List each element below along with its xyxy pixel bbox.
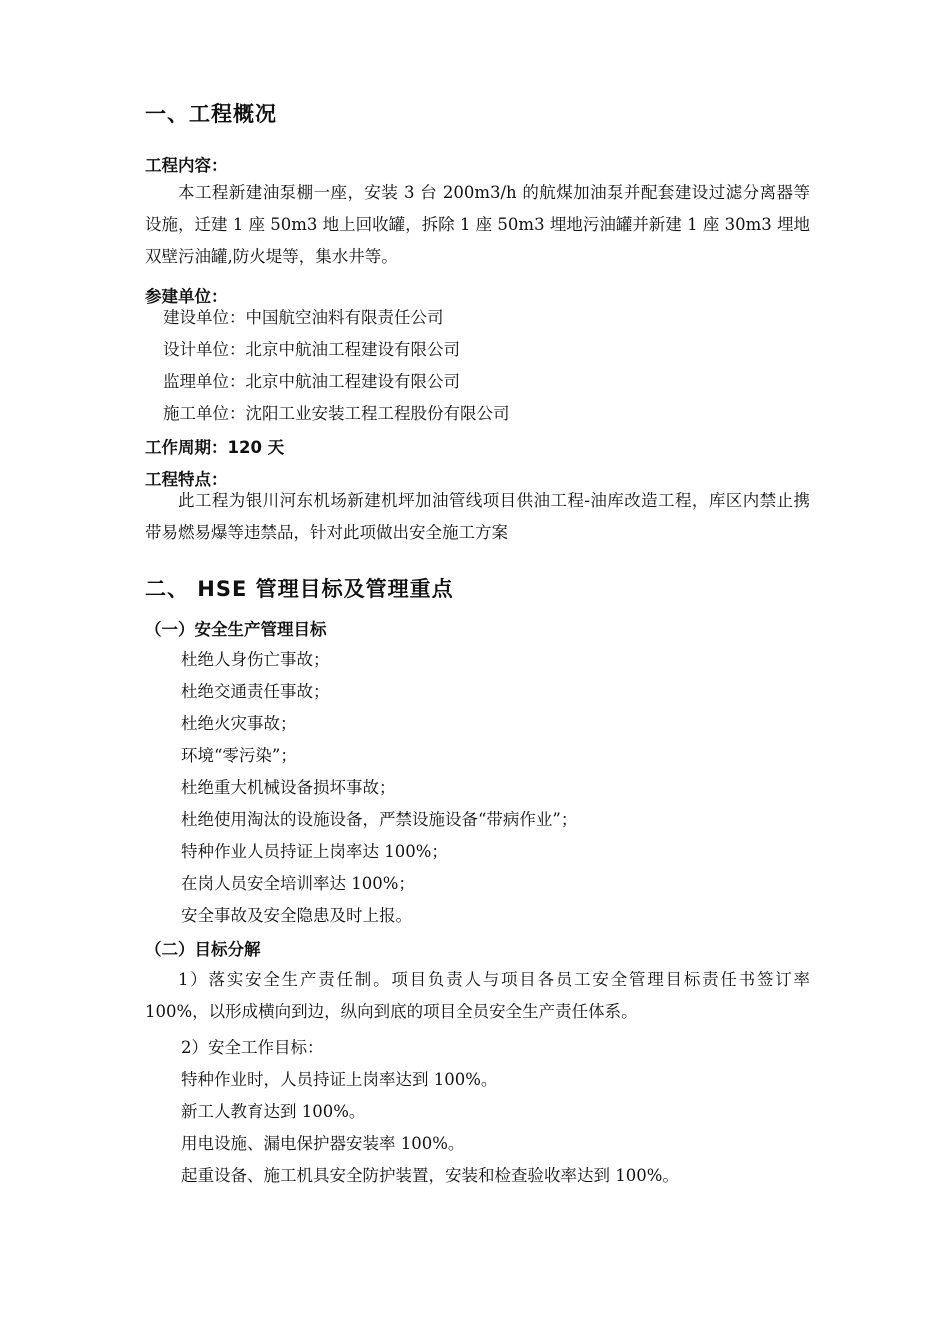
target-item: 环境“零污染”； bbox=[181, 746, 297, 765]
unit-line: 施工单位：沈阳工业安装工程工程股份有限公司 bbox=[163, 404, 510, 423]
decomp-item: 起重设备、施工机具安全防护装置，安装和检查验收率达到 100%。 bbox=[181, 1166, 679, 1185]
unit-line: 建设单位：中国航空油料有限责任公司 bbox=[163, 308, 444, 327]
sub2-title: （二）目标分解 bbox=[145, 940, 261, 959]
target-item: 杜绝交通责任事故； bbox=[181, 682, 330, 701]
decomp-2-label: 2）安全工作目标： bbox=[181, 1038, 324, 1057]
units-label: 参建单位： bbox=[145, 287, 228, 306]
decomp-item: 用电设施、漏电保护器安装率 100%。 bbox=[181, 1134, 465, 1153]
content-label: 工程内容： bbox=[145, 156, 228, 175]
features-paragraph: 此工程为银川河东机场新建机坪加油管线项目供油工程-油库改造工程，库区内禁止携带易燃易爆等违禁品，针对此项做出安全施工方案 bbox=[145, 491, 810, 542]
sub1-title: （一）安全生产管理目标 bbox=[145, 620, 327, 639]
target-item: 杜绝使用淘汰的设施设备，严禁设施设备“带病作业”； bbox=[181, 810, 578, 829]
section2-title: 二、 HSE 管理目标及管理重点 bbox=[145, 577, 454, 601]
target-item: 安全事故及安全隐患及时上报。 bbox=[181, 906, 412, 925]
decomp-paragraph-1: 1）落实安全生产责任制。项目负责人与项目各员工安全管理目标责任书签订率 100%，以形成横向到边，纵向到底的项目全员安全生产责任体系。 bbox=[145, 970, 810, 1021]
target-item: 杜绝火灾事故； bbox=[181, 714, 297, 733]
unit-line: 监理单位：北京中航油工程建设有限公司 bbox=[163, 372, 460, 391]
work-period: 工作周期：120 天 bbox=[145, 438, 285, 457]
decomp-item: 特种作业时，人员持证上岗率达到 100%。 bbox=[181, 1070, 498, 1089]
target-item: 杜绝重大机械设备损坏事故； bbox=[181, 778, 396, 797]
target-item: 特种作业人员持证上岗率达 100%； bbox=[181, 842, 448, 861]
unit-line: 设计单位：北京中航油工程建设有限公司 bbox=[163, 340, 460, 359]
decomp-item: 新工人教育达到 100%。 bbox=[181, 1102, 366, 1121]
features-label: 工程特点： bbox=[145, 470, 228, 489]
content-paragraph: 本工程新建油泵棚一座，安装 3 台 200m3/h 的航煤加油泵并配套建设过滤分离器等设施，迁建 1 座 50m3 地上回收罐，拆除 1 座 50m3 埋地污油罐并新建 1 座 30m3 埋地双壁污油罐,防火堤等，集水井等。 bbox=[145, 183, 810, 266]
section1-title: 一、工程概况 bbox=[145, 102, 277, 126]
target-item: 在岗人员安全培训率达 100%； bbox=[181, 874, 415, 893]
target-item: 杜绝人身伤亡事故； bbox=[181, 650, 330, 669]
